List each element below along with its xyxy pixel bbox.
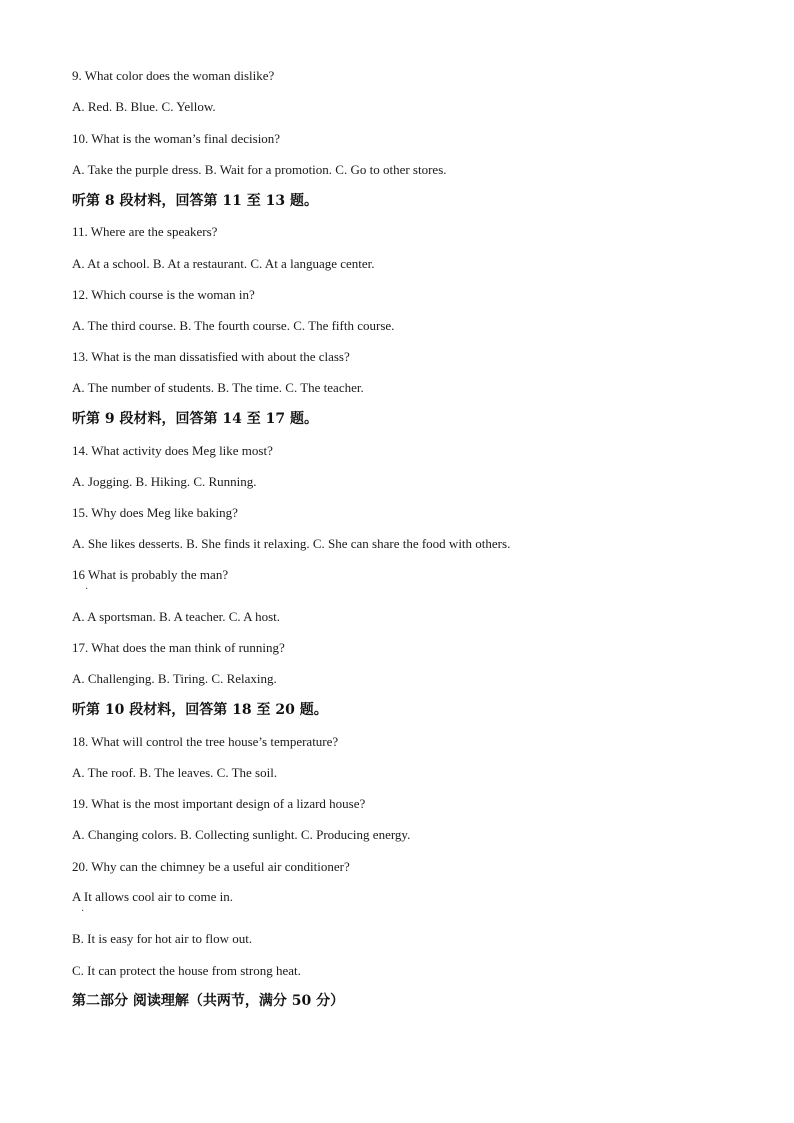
- options-17: A. Challenging. B. Tiring. C. Relaxing.: [72, 671, 277, 686]
- question-17: 17. What does the man think of running?: [72, 640, 285, 655]
- options-11: A. At a school. B. At a restaurant. C. At a language center.: [72, 256, 375, 271]
- question-9: 9. What color does the woman dislike?: [72, 68, 275, 83]
- options-9: A. Red. B. Blue. C. Yellow.: [72, 99, 216, 114]
- section-heading-9: 听第 9 段材料，回答第 14 至 17 题。: [72, 411, 318, 427]
- question-11: 11. Where are the speakers?: [72, 224, 218, 239]
- options-16: A. A sportsman. B. A teacher. C. A host.: [72, 609, 281, 624]
- part-two-heading: 第二部分 阅读理解（共两节，满分 50 分）: [72, 993, 345, 1009]
- options-19: A. Changing colors. B. Collecting sunlight. C. Producing energy.: [72, 827, 411, 842]
- option-20-c: C. It can protect the house from strong heat.: [72, 963, 301, 978]
- question-16: 16 What is probably the man?: [72, 567, 229, 582]
- question-19: 19. What is the most important design of a lizard house?: [72, 796, 366, 811]
- question-20: 20. Why can the chimney be a useful air conditioner?: [72, 859, 350, 874]
- stray-dot: ·: [81, 906, 85, 917]
- question-13: 13. What is the man dissatisfied with about the class?: [72, 349, 350, 364]
- section-heading-10: 听第 10 段材料，回答第 18 至 20 题。: [72, 702, 328, 718]
- option-20-a: A It allows cool air to come in.: [72, 889, 234, 904]
- option-20-b: B. It is easy for hot air to flow out.: [72, 931, 253, 946]
- options-12: A. The third course. B. The fourth course. C. The fifth course.: [72, 318, 395, 333]
- options-10: A. Take the purple dress. B. Wait for a promotion. C. Go to other stores.: [72, 162, 447, 177]
- section-heading-8: 听第 8 段材料，回答第 11 至 13 题。: [72, 193, 318, 209]
- question-15: 15. Why does Meg like baking?: [72, 505, 238, 520]
- question-10: 10. What is the woman’s final decision?: [72, 131, 281, 146]
- question-12: 12. Which course is the woman in?: [72, 287, 255, 302]
- options-18: A. The roof. B. The leaves. C. The soil.: [72, 765, 278, 780]
- question-14: 14. What activity does Meg like most?: [72, 443, 273, 458]
- options-14: A. Jogging. B. Hiking. C. Running.: [72, 474, 257, 489]
- question-18: 18. What will control the tree house’s temperature?: [72, 734, 339, 749]
- stray-dot: ·: [85, 584, 89, 595]
- options-13: A. The number of students. B. The time. C. The teacher.: [72, 380, 364, 395]
- options-15: A. She likes desserts. B. She finds it relaxing. C. She can share the food with others.: [72, 536, 511, 551]
